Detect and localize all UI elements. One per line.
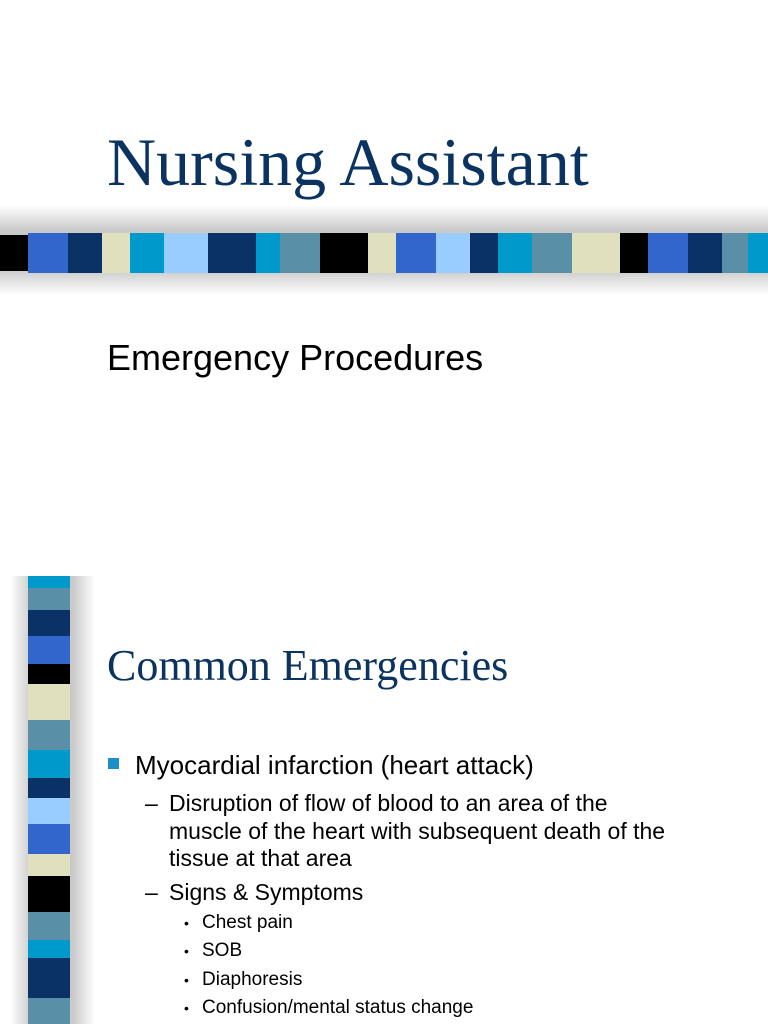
bullet-dot-icon: • — [184, 915, 189, 931]
decorative-color-band — [0, 229, 768, 277]
sub-bullet-line: muscle of the heart with subsequent death of the — [169, 818, 666, 844]
color-band-graphic — [0, 229, 768, 277]
bullet-dot-icon: • — [184, 972, 189, 988]
symptom-item: Chest pain — [202, 912, 293, 933]
symptom-item: Confusion/mental status change — [202, 997, 474, 1018]
bullet-dot-icon: • — [184, 943, 189, 959]
sub-bullet-line: Signs & Symptoms — [169, 879, 364, 905]
slide-title-heading: Nursing Assistant — [107, 124, 589, 200]
slide-heading: Common Emergencies — [107, 641, 509, 690]
dash-icon: – — [145, 879, 158, 905]
dash-icon: – — [145, 790, 158, 816]
symptom-item: SOB — [202, 940, 243, 961]
bullet-list — [0, 576, 768, 1024]
bullet-square-icon — [108, 758, 119, 769]
bullet-dot-icon: • — [184, 1000, 189, 1016]
slide-subtitle: Emergency Procedures — [107, 337, 484, 378]
sub-bullet-line: Disruption of flow of blood to an area of the — [169, 790, 608, 816]
sub-bullet-line: tissue at that area — [169, 845, 352, 871]
slide-common-emergencies — [0, 576, 768, 1024]
symptom-item: Diaphoresis — [202, 969, 303, 990]
bullet-item: Myocardial infarction (heart attack) — [135, 750, 534, 780]
